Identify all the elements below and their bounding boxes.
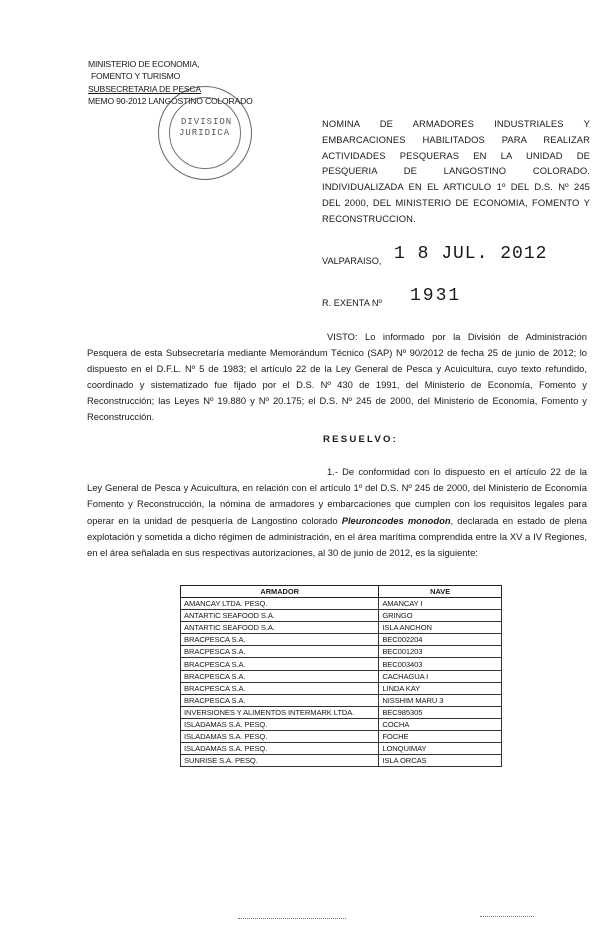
armador-cell: BRACPESCA S.A. — [181, 670, 379, 682]
armador-cell: SUNRISE S.A. PESQ. — [181, 755, 379, 767]
table-row — [181, 755, 502, 767]
nave-cell: ISLA ORCAS — [379, 755, 502, 767]
date-stamp: 1 8 JUL. 2012 — [394, 243, 548, 265]
species-name: Pleuroncodes monodon — [341, 514, 451, 526]
table-row — [181, 682, 502, 694]
armador-cell: BRACPESCA S.A. — [181, 694, 379, 706]
article-text-part-2: , declarada en estado de plena explotación y sometida a dicho régimen de administración, en el área marítima comprendida entre la XV a IV Regiones, en el área señalada en sus respectivas autorizaciones, al 30 de junio de 2012, es la siguiente: — [87, 514, 588, 559]
stamp-line-1: DIVISION — [181, 117, 233, 127]
stamp-line-2: JURIDICA — [179, 128, 231, 138]
table-row — [181, 634, 502, 646]
armador-cell: ANTARTIC SEAFOOD S.A. — [181, 622, 379, 634]
nave-cell: BEC002204 — [379, 634, 502, 646]
armador-cell: AMANCAY LTDA. PESQ. — [181, 598, 379, 610]
table-row — [181, 646, 502, 658]
nave-cell: CACHAGUA I — [379, 670, 502, 682]
header-line-2: FOMENTO Y TURISMO — [91, 71, 181, 82]
armador-cell: BRACPESCA S.A. — [181, 658, 379, 670]
place-label: VALPARAISO, — [322, 256, 382, 266]
nave-cell: LONQUIMAY — [379, 743, 502, 755]
armadores-table — [180, 585, 502, 767]
armador-cell: BRACPESCA S.A. — [181, 682, 379, 694]
nave-cell: NISSHIM MARU 3 — [379, 694, 502, 706]
header-armador: ARMADOR — [181, 586, 379, 598]
footer-dotted-line-right — [480, 916, 534, 917]
nave-cell: GRINGO — [379, 610, 502, 622]
resolution-number: 1931 — [410, 286, 462, 306]
table-row — [181, 598, 502, 610]
armador-cell: ISLADAMAS S.A. PESQ. — [181, 731, 379, 743]
table-row — [181, 658, 502, 670]
document-title: NOMINA DE ARMADORES INDUSTRIALES Y EMBARCACIONES HABILITADOS PARA REALIZAR ACTIVIDADES PESQUERAS EN LA UNIDAD DE PESQUERIA DE LANGOSTINO COLORADO. INDIVIDUALIZADA EN EL ARTICULO 1º DEL D.S. Nº 245 DEL 2000, DEL MINISTERIO DE ECONOMIA, FOMENTO Y RECONSTRUCCION. — [322, 118, 590, 224]
armador-cell: BRACPESCA S.A. — [181, 634, 379, 646]
visto-paragraph: VISTO: Lo informado por la División de Administración Pesquera de esta Subsecretaría mediante Memorándum Técnico (SAP) Nº 90/2012 de fecha 25 de junio de 2012; lo dispuesto en el D.F.L. Nº 5 de 1983; el artículo 22 de la Ley General de Pesca y Acuicultura, cuyo texto refundido, coordinado y sistematizado fue fijado por el D.S. Nº 430 de 1991, del Ministerio de Economía, Fomento y Reconstrucción; las Leyes Nº 19.880 y Nº 20.175; el D.S. Nº 245 de 2000, del Ministerio de Economía, Fomento y Reconstrucción. — [87, 331, 587, 422]
armador-cell: BRACPESCA S.A. — [181, 646, 379, 658]
resolution-label: R. EXENTA Nº — [322, 298, 382, 308]
nave-cell: BEC001203 — [379, 646, 502, 658]
armador-cell: ISLADAMAS S.A. PESQ. — [181, 743, 379, 755]
division-juridica-stamp — [158, 86, 252, 180]
header-line-4: MEMO 90-2012 LANGOSTINO COLORADO — [88, 96, 253, 107]
header-line-3: SUBSECRETARIA DE PESCA — [88, 83, 201, 94]
nave-cell: BEC003403 — [379, 658, 502, 670]
nave-cell: BEC985305 — [379, 706, 502, 718]
footer-dotted-line-left — [238, 918, 346, 919]
nave-cell: ISLA ANCHON — [379, 622, 502, 634]
table-row — [181, 731, 502, 743]
armador-cell: ANTARTIC SEAFOOD S.A. — [181, 610, 379, 622]
nave-cell: LINDA KAY — [379, 682, 502, 694]
resuelvo-heading: RESUELVO: — [323, 434, 399, 445]
table-body — [181, 598, 502, 767]
armador-cell: ISLADAMAS S.A. PESQ. — [181, 718, 379, 730]
header-line-1: MINISTERIO DE ECONOMIA, — [88, 59, 200, 69]
table-row — [181, 622, 502, 634]
header-nave: NAVE — [379, 586, 502, 598]
table-row — [181, 610, 502, 622]
table-header-row — [181, 586, 502, 598]
table-row — [181, 706, 502, 718]
nave-cell: FOCHE — [379, 731, 502, 743]
nave-cell: AMANCAY I — [379, 598, 502, 610]
armador-cell: INVERSIONES Y ALIMENTOS INTERMARK LTDA. — [181, 706, 379, 718]
article-1-paragraph — [87, 464, 587, 561]
table-row — [181, 670, 502, 682]
article-text-part-1: 1.- De conformidad con lo dispuesto en el artículo 22 de la Ley General de Pesca y Acuicultura, en relación con el artículo 1º del D.S. Nº 245 de 2000, del Ministerio de Economía Fomento y Reconstrucción, la nómina de armadores y embarcaciones que cumplen con los requisitos legales para operar en la unidad de pesquería de Langostino colorado — [87, 466, 587, 526]
table-row — [181, 718, 502, 730]
table-row — [181, 743, 502, 755]
nave-cell: COCHA — [379, 718, 502, 730]
table-row — [181, 694, 502, 706]
